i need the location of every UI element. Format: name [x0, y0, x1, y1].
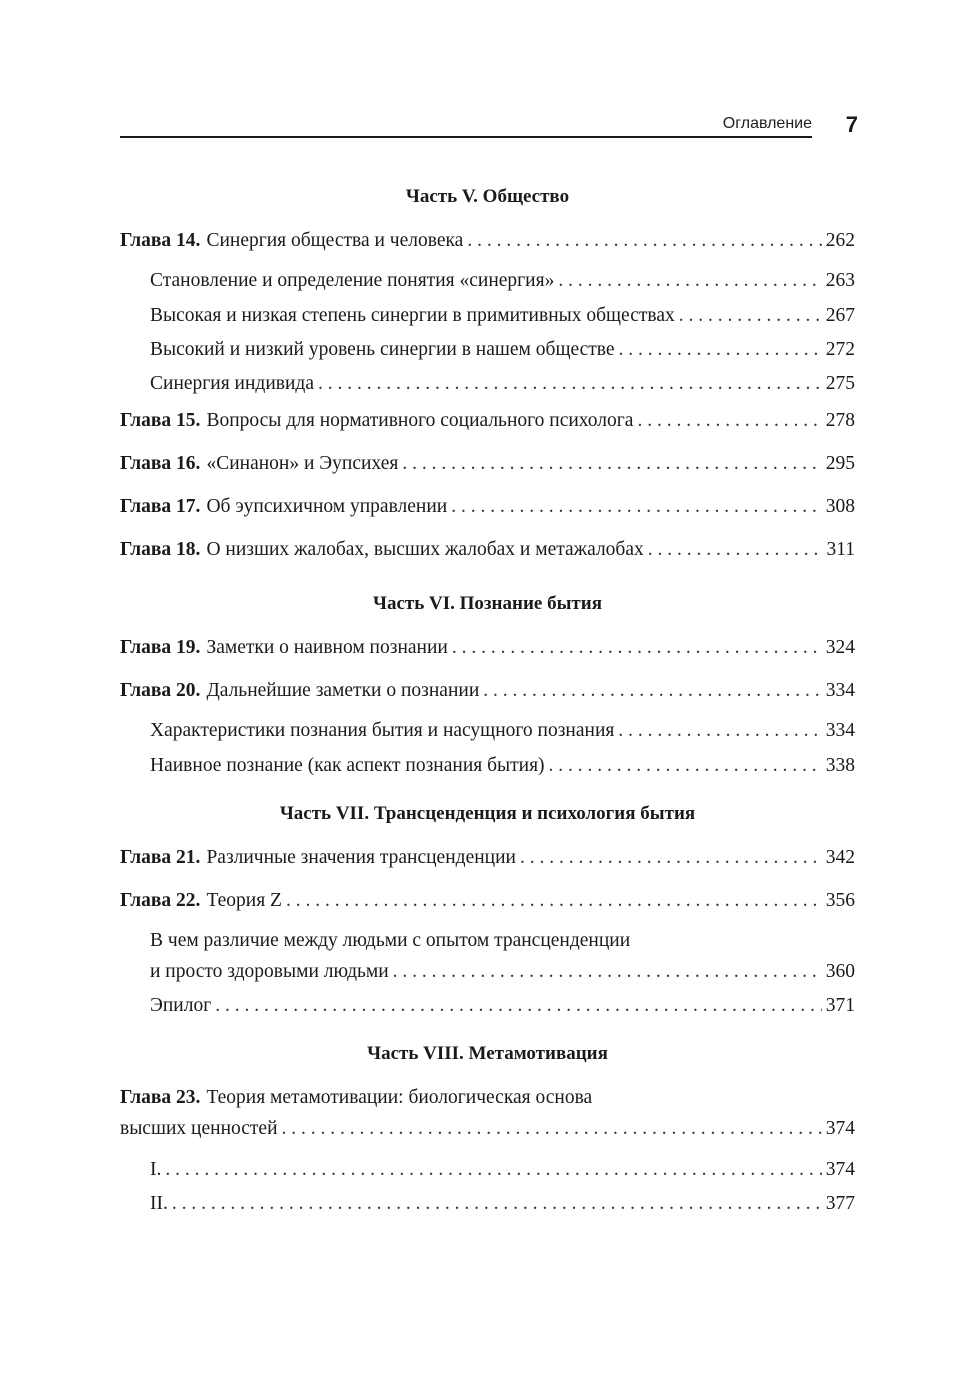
section-title: Становление и определение понятия «синергия»	[150, 270, 555, 291]
chapter-title: Теория Z	[206, 890, 282, 911]
section-title: I.	[150, 1159, 162, 1180]
page-number: 7	[845, 112, 858, 137]
chapter-title-line2: высших ценностей	[120, 1118, 278, 1139]
chapter-label: Глава 17.	[120, 496, 201, 517]
chapter-title: Синергия общества и человека	[206, 230, 464, 251]
toc-chapter-23-line1[interactable]	[120, 1085, 592, 1111]
running-header	[120, 112, 858, 142]
dot-leader	[520, 845, 822, 871]
chapter-label: Глава 20.	[120, 680, 201, 701]
chapter-title: Заметки о наивном познании	[206, 637, 448, 658]
part-heading: Часть VII. Трансценденция и психология бытия	[279, 803, 696, 824]
dot-leader	[318, 371, 822, 397]
toc-chapter-19[interactable]	[120, 635, 855, 661]
dot-leader	[558, 268, 821, 294]
toc-chapter-23[interactable]	[120, 1116, 855, 1142]
dot-leader	[393, 959, 822, 985]
toc-section[interactable]	[150, 371, 855, 397]
dot-leader	[648, 537, 823, 563]
toc-chapter-16[interactable]	[120, 451, 855, 477]
section-title: Эпилог	[150, 995, 212, 1016]
page-ref: 356	[825, 890, 855, 911]
dot-leader	[549, 753, 822, 779]
page-ref: 334	[825, 680, 855, 701]
toc-chapter-21[interactable]	[120, 845, 855, 871]
chapter-title: Об эупсихичном управлении	[206, 496, 448, 517]
section-title: Наивное познание (как аспект познания бытия)	[150, 755, 545, 776]
header-rule	[120, 136, 812, 138]
toc-chapter-14[interactable]	[120, 228, 855, 254]
page-ref: 360	[825, 961, 855, 982]
toc-section[interactable]	[150, 753, 855, 779]
page-ref: 342	[825, 847, 855, 868]
toc-section[interactable]	[150, 268, 855, 294]
toc-section[interactable]	[150, 1191, 855, 1217]
chapter-label: Глава 22.	[120, 890, 201, 911]
toc-chapter-20[interactable]	[120, 678, 855, 704]
toc-chapter-17[interactable]	[120, 494, 855, 520]
chapter-label: Глава 21.	[120, 847, 201, 868]
chapter-title: Вопросы для нормативного социального психолога	[206, 410, 634, 431]
dot-leader	[483, 678, 821, 704]
chapter-title: Различные значения трансценденции	[206, 847, 516, 868]
toc-section[interactable]	[150, 1157, 855, 1183]
chapter-title: О низших жалобах, высших жалобах и метажалобах	[206, 539, 644, 560]
page-ref: 272	[825, 339, 855, 360]
section-title-line1: В чем различие между людьми с опытом трансценденции	[150, 930, 631, 951]
section-title: Высокая и низкая степень синергии в примитивных обществах	[150, 305, 675, 326]
page-ref: 275	[825, 373, 855, 394]
toc-section[interactable]	[150, 337, 855, 363]
toc-chapter-15[interactable]	[120, 408, 855, 434]
page-ref: 377	[825, 1193, 855, 1214]
toc-section[interactable]	[150, 993, 855, 1019]
header-title: Оглавление	[722, 115, 812, 132]
dot-leader	[165, 1157, 821, 1183]
toc-chapter-18[interactable]	[120, 537, 855, 563]
chapter-label: Глава 18.	[120, 539, 201, 560]
part-heading: Часть VI. Познание бытия	[373, 593, 602, 614]
dot-leader	[467, 228, 821, 254]
chapter-label: Глава 14.	[120, 230, 201, 251]
section-title: Синергия индивида	[150, 373, 315, 394]
page-ref: 374	[825, 1118, 855, 1139]
dot-leader	[452, 635, 822, 661]
chapter-label: Глава 19.	[120, 637, 201, 658]
page-ref: 374	[825, 1159, 855, 1180]
dot-leader	[618, 718, 821, 744]
section-title: II.	[150, 1193, 168, 1214]
dot-leader	[282, 1116, 822, 1142]
page-ref: 308	[825, 496, 855, 517]
dot-leader	[451, 494, 822, 520]
page-ref: 338	[825, 755, 855, 776]
chapter-label: Глава 15.	[120, 410, 201, 431]
page-ref: 267	[825, 305, 855, 326]
dot-leader	[286, 888, 822, 914]
dot-leader	[619, 337, 822, 363]
page-ref: 371	[825, 995, 855, 1016]
toc-section[interactable]	[150, 718, 855, 744]
chapter-title: Дальнейшие заметки о познании	[206, 680, 480, 701]
chapter-label: Глава 23.	[120, 1087, 201, 1108]
page-ref: 262	[825, 230, 855, 251]
dot-leader	[402, 451, 821, 477]
part-heading: Часть V. Общество	[405, 186, 570, 207]
page-ref: 324	[825, 637, 855, 658]
toc-section[interactable]	[150, 303, 855, 329]
toc-section[interactable]	[150, 959, 855, 985]
section-title: Характеристики познания бытия и насущного познания	[150, 720, 615, 741]
section-title: Высокий и низкий уровень синергии в нашем обществе	[150, 339, 615, 360]
section-title-line2: и просто здоровыми людьми	[150, 961, 389, 982]
dot-leader	[215, 993, 822, 1019]
page-ref: 334	[825, 720, 855, 741]
toc-chapter-22[interactable]	[120, 888, 855, 914]
chapter-title: «Синанон» и Эупсихея	[206, 453, 399, 474]
dot-leader	[172, 1191, 822, 1217]
chapter-title-line1: Теория метамотивации: биологическая основа	[206, 1087, 593, 1108]
part-heading: Часть VIII. Метамотивация	[367, 1043, 608, 1064]
page-ref: 263	[825, 270, 855, 291]
page-ref: 295	[825, 453, 855, 474]
chapter-label: Глава 16.	[120, 453, 201, 474]
dot-leader	[637, 408, 821, 434]
page-ref: 311	[826, 539, 855, 560]
dot-leader	[679, 303, 822, 329]
page-ref: 278	[825, 410, 855, 431]
